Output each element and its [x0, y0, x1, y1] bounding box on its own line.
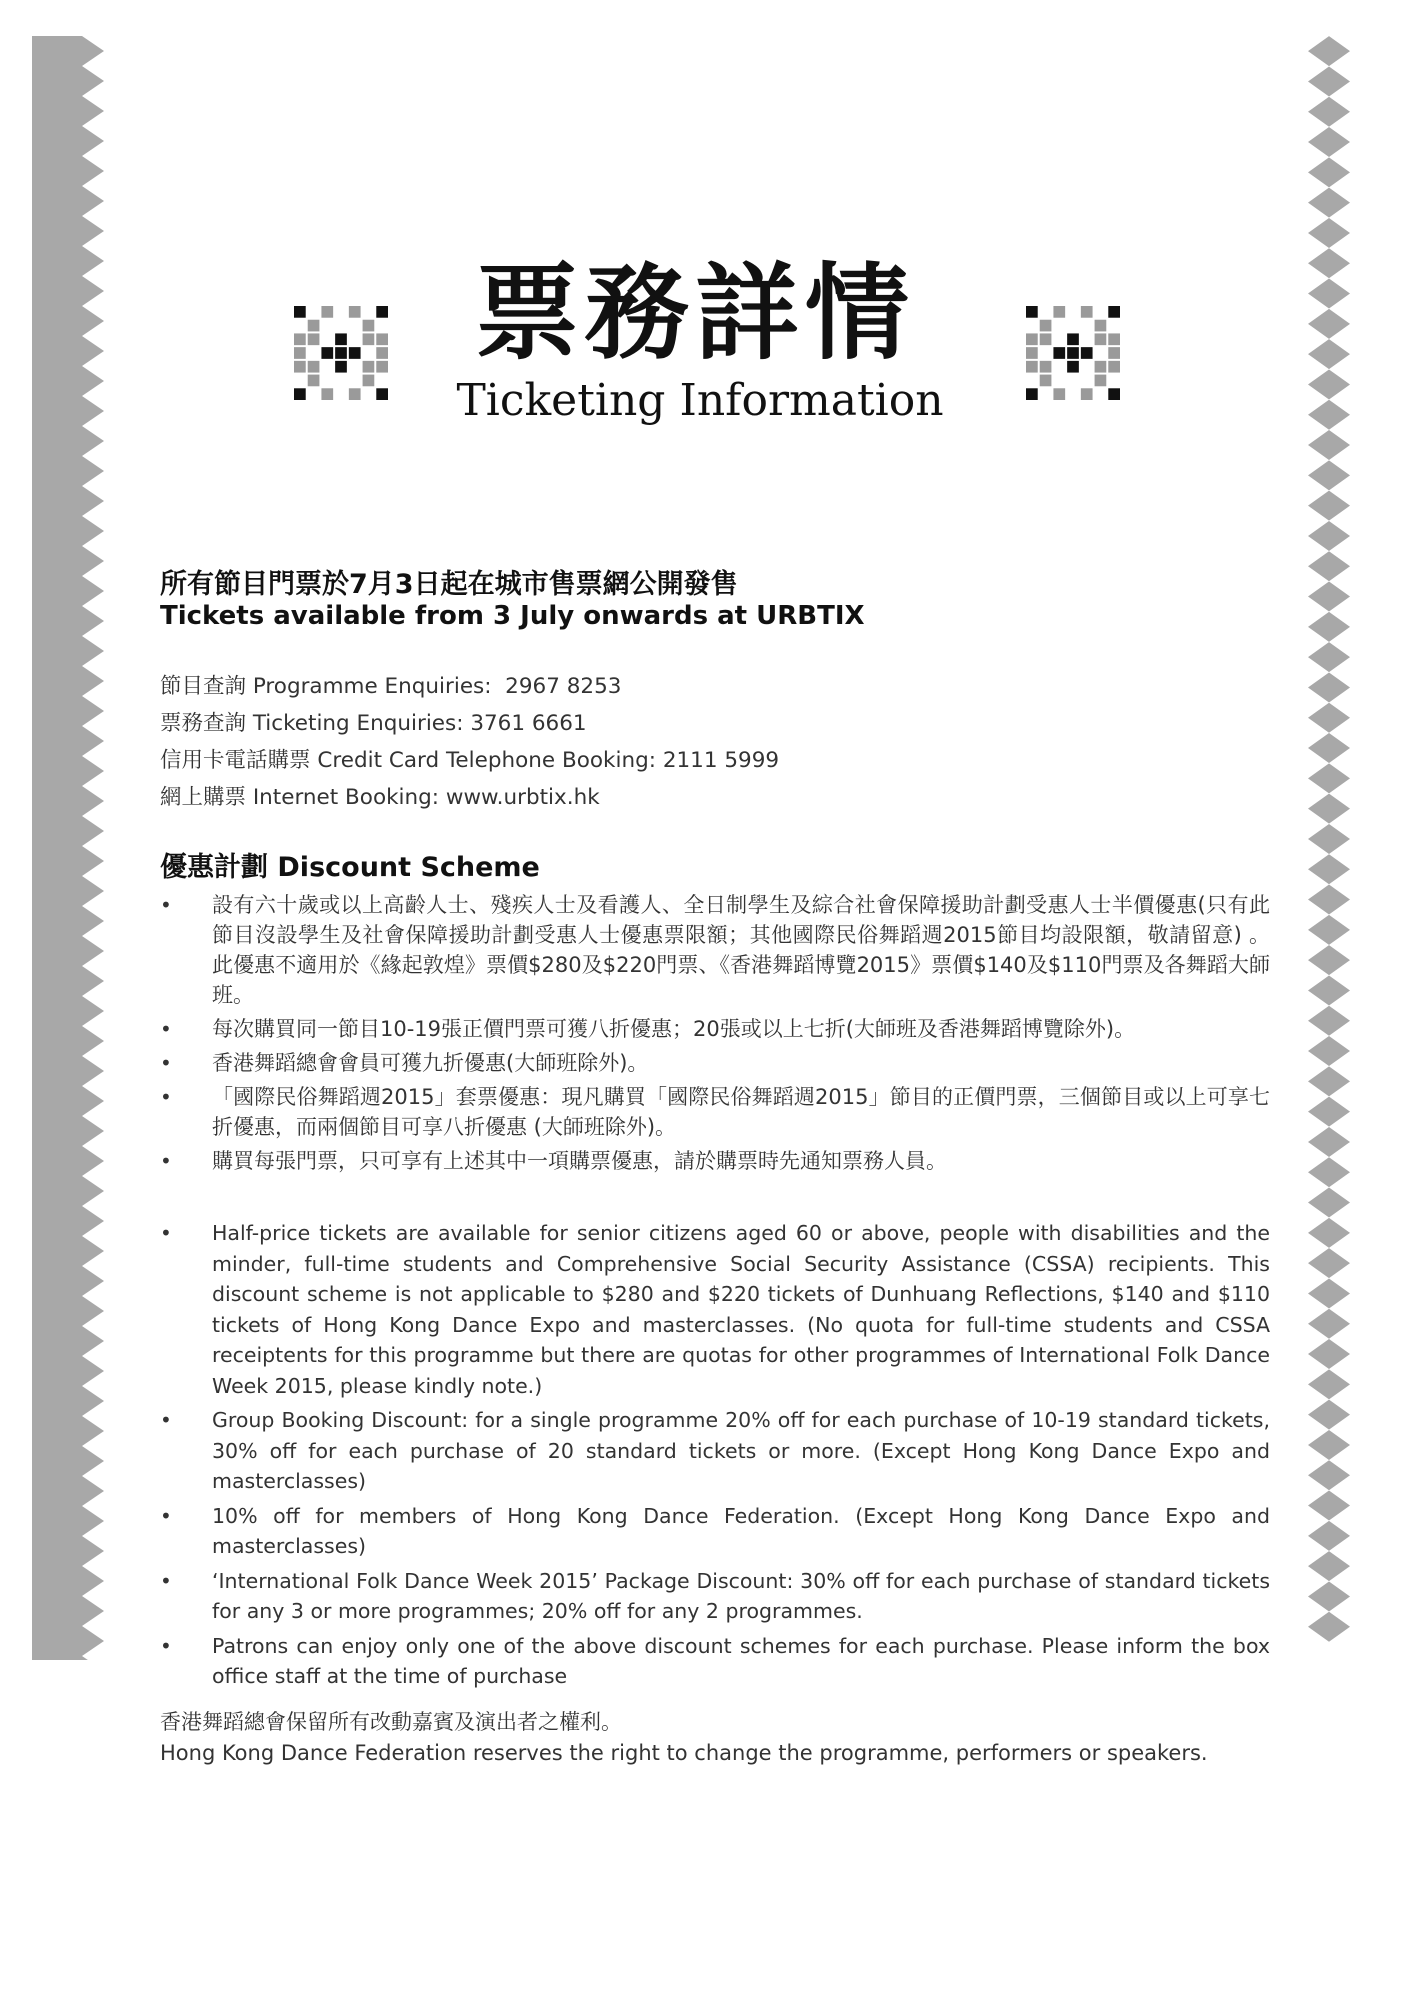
pixel-square — [1053, 347, 1065, 359]
pixel-square — [376, 347, 388, 359]
pixel-square — [1026, 388, 1038, 400]
list-item: • Half-price tickets are available for senior citizens aged 60 or above, people with disabilities and the minder, full-time students and Comprehensive Social Security Assistance (CSSA) recipients. This discount scheme is not applicable to $280 and $220 tickets of Dunhuang Reflections, $140 and $110 tickets of Hong Kong Dance Expo and masterclasses. (No quota for full-time students and CSSA receiptents for this programme but there are quotas for other programmes of International Folk Dance Week 2015, please kindly note.) — [160, 1218, 1270, 1401]
bullet-icon: • — [160, 1503, 172, 1528]
diamond-shape — [1308, 1612, 1350, 1642]
pixel-square — [335, 361, 347, 373]
pixel-square — [1095, 320, 1107, 332]
pixel-square — [1067, 347, 1079, 359]
discount-list-chinese — [160, 890, 1270, 1180]
pixel-pattern-icon — [1025, 305, 1121, 401]
pixel-square — [1026, 361, 1038, 373]
pixel-square — [363, 375, 375, 387]
right-diamond-border — [1304, 36, 1354, 1660]
diamond-shape — [1308, 703, 1350, 733]
bullet-icon: • — [160, 1085, 172, 1109]
pixel-square — [294, 333, 306, 345]
diamond-shape — [1308, 157, 1350, 187]
enquiry-label: 節目查詢 Programme Enquiries: — [160, 674, 492, 699]
diamond-shape — [1308, 1248, 1350, 1278]
enquiry-value: 2967 8253 — [505, 674, 622, 699]
pixel-square — [335, 333, 347, 345]
diamond-shape — [1308, 1400, 1350, 1430]
diamond-shape — [1308, 1430, 1350, 1460]
diamond-shape — [1308, 1066, 1350, 1096]
bullet-icon: • — [160, 1017, 172, 1041]
diamond-shape — [1308, 1309, 1350, 1339]
list-item: • 設有六十歲或以上高齡人士、殘疾人士及看護人、全日制學生及綜合社會保障援助計劃受惠人士半價優惠(只有此節目沒設學生及社會保障援助計劃受惠人士優惠票限額；其他國際民俗舞蹈週2015節目均設限額，敬請留意) 。 此優惠不適用於《緣起敦煌》票價$280及$220門票、《香港舞蹈博覽2015》票價$140及$110門票及各舞蹈大師班。 — [160, 890, 1270, 1010]
diamond-shape — [1308, 1491, 1350, 1521]
diamond-shape — [1308, 1460, 1350, 1490]
pixel-square — [294, 361, 306, 373]
list-item: • 購買每張門票，只可享有上述其中一項購票優惠，請於購票時先通知票務人員。 — [160, 1146, 1270, 1176]
pixel-square — [308, 375, 320, 387]
pixel-square — [1053, 388, 1065, 400]
diamond-shape — [1308, 824, 1350, 854]
pixel-square — [1081, 388, 1093, 400]
enquiry-label: 信用卡電話購票 Credit Card Telephone Booking: — [160, 748, 656, 773]
diamond-shape — [1308, 672, 1350, 702]
diamond-shape — [1308, 491, 1350, 521]
page-title-chinese: 票務詳情 — [474, 251, 915, 374]
diamond-shape — [1308, 551, 1350, 581]
diamond-shape — [1308, 1097, 1350, 1127]
diamond-shape — [1308, 339, 1350, 369]
diamond-shape — [1308, 945, 1350, 975]
pixel-square — [321, 347, 333, 359]
pixel-square — [1081, 306, 1093, 318]
pixel-pattern-icon — [293, 305, 389, 401]
pixel-square — [376, 333, 388, 345]
pixel-square — [294, 347, 306, 359]
diamond-shape — [1308, 218, 1350, 248]
diamond-shape — [1308, 975, 1350, 1005]
bullet-icon: • — [160, 1221, 172, 1245]
pixel-square — [335, 347, 347, 359]
diamond-shape — [1308, 66, 1350, 96]
pixel-square — [294, 306, 306, 318]
diamond-shape — [1308, 1157, 1350, 1187]
diamond-shape — [1308, 1581, 1350, 1611]
pixel-square — [1040, 361, 1052, 373]
left-zigzag-border — [32, 36, 104, 1660]
list-item: • Group Booking Discount: for a single programme 20% off for each purchase of 10-19 standard tickets, 30% off for each purchase of 20 standard tickets or more. (Except Hong Kong Dance Expo and masterclasses) — [160, 1405, 1270, 1497]
diamond-shape — [1308, 369, 1350, 399]
zigzag-edge — [32, 36, 104, 1660]
diamond-shape — [1308, 1127, 1350, 1157]
diamond-shape — [1308, 915, 1350, 945]
enquiry-value: 2111 5999 — [662, 748, 780, 773]
pixel-square — [321, 306, 333, 318]
bullet-icon: • — [160, 1568, 172, 1593]
pixel-square — [1108, 306, 1120, 318]
diamond-shape — [1308, 1278, 1350, 1308]
pixel-square — [294, 388, 306, 400]
pixel-square — [349, 347, 361, 359]
pixel-square — [1040, 320, 1052, 332]
diamond-shape — [1308, 1551, 1350, 1581]
enquiry-row — [160, 742, 779, 779]
pixel-square — [321, 388, 333, 400]
pixel-square — [349, 306, 361, 318]
pixel-square — [376, 388, 388, 400]
diamond-shape — [1308, 733, 1350, 763]
pixel-square — [308, 333, 320, 345]
pixel-square — [1108, 333, 1120, 345]
enquiry-row — [160, 668, 779, 705]
discount-scheme-heading: 優惠計劃 Discount Scheme — [160, 852, 540, 883]
pixel-square — [1108, 347, 1120, 359]
rights-notice — [160, 1707, 1270, 1769]
diamond-shape — [1308, 642, 1350, 672]
enquiry-label: 票務查詢 Ticketing Enquiries: — [160, 711, 464, 736]
title-block — [285, 245, 1130, 440]
pixel-square — [1026, 333, 1038, 345]
diamond-shape — [1308, 1339, 1350, 1369]
rights-notice-chinese: 香港舞蹈總會保留所有改動嘉賓及演出者之權利。 — [160, 1710, 622, 1734]
diamond-shape — [1308, 885, 1350, 915]
enquiry-value: 3761 6661 — [470, 711, 587, 736]
diamond-shape — [1308, 127, 1350, 157]
diamond-shape — [1308, 763, 1350, 793]
pixel-square — [308, 361, 320, 373]
enquiry-row — [160, 779, 779, 816]
diamond-shape — [1308, 794, 1350, 824]
pixel-square — [1095, 333, 1107, 345]
diamond-shape — [1308, 460, 1350, 490]
bullet-icon: • — [160, 1149, 172, 1173]
diamond-shape — [1308, 188, 1350, 218]
diamond-shape — [1308, 97, 1350, 127]
pixel-square — [376, 361, 388, 373]
diamond-shape — [1308, 279, 1350, 309]
pixel-square — [1108, 388, 1120, 400]
list-item: • 10% off for members of Hong Kong Dance Federation. (Except Hong Kong Dance Expo and masterclasses) — [160, 1501, 1270, 1562]
diamond-shape — [1308, 1188, 1350, 1218]
list-item: • Patrons can enjoy only one of the above discount schemes for each purchase. Please inform the box office staff at the time of purchase — [160, 1631, 1270, 1692]
enquiry-value: www.urbtix.hk — [445, 785, 600, 810]
pixel-square — [1040, 375, 1052, 387]
pixel-square — [363, 333, 375, 345]
diamond-shape — [1308, 1369, 1350, 1399]
diamond-shape — [1308, 1218, 1350, 1248]
diamond-shape — [1308, 400, 1350, 430]
page-title-english: Ticketing Information — [456, 375, 944, 426]
pixel-square — [1081, 347, 1093, 359]
diamond-shape — [1308, 521, 1350, 551]
list-item: • 「國際民俗舞蹈週2015」套票優惠：現凡購買「國際民俗舞蹈週2015」節目的正價門票，三個節目或以上可享七折優惠，而兩個節目可享八折優惠 (大師班除外)。 — [160, 1082, 1270, 1142]
pixel-square — [1053, 306, 1065, 318]
diamond-shape — [1308, 1036, 1350, 1066]
diamond-shape — [1308, 582, 1350, 612]
pixel-square — [1026, 306, 1038, 318]
list-item: • 香港舞蹈總會會員可獲九折優惠(大師班除外)。 — [160, 1048, 1270, 1078]
bullet-icon: • — [160, 893, 172, 917]
rights-notice-english: Hong Kong Dance Federation reserves the right to change the programme, performers or speakers. — [160, 1741, 1208, 1765]
diamond-shape — [1308, 248, 1350, 278]
diamond-shape — [1308, 36, 1350, 66]
diamond-shape — [1308, 1521, 1350, 1551]
pixel-square — [363, 320, 375, 332]
pixel-square — [1026, 347, 1038, 359]
enquiry-label: 網上購票 Internet Booking: — [160, 785, 440, 810]
diamond-shape — [1308, 430, 1350, 460]
bullet-icon: • — [160, 1633, 172, 1658]
discount-list-english — [160, 1218, 1270, 1696]
bullet-icon: • — [160, 1051, 172, 1075]
list-item: • ‘International Folk Dance Week 2015’ Package Discount: 30% off for each purchase of standard tickets for any 3 or more programmes; 20% off for any 2 programmes. — [160, 1566, 1270, 1627]
pixel-square — [349, 388, 361, 400]
diamond-shape — [1308, 854, 1350, 884]
pixel-square — [376, 306, 388, 318]
availability-headline-chinese: 所有節目門票於7月3日起在城市售票網公開發售 — [160, 569, 738, 600]
list-item: • 每次購買同一節目10-19張正價門票可獲八折優惠；20張或以上七折(大師班及香港舞蹈博覽除外)。 — [160, 1014, 1270, 1044]
pixel-square — [1040, 333, 1052, 345]
pixel-square — [1108, 361, 1120, 373]
pixel-square — [1095, 375, 1107, 387]
enquiries-list — [160, 668, 779, 816]
bullet-icon: • — [160, 1408, 172, 1432]
diamond-shape — [1308, 612, 1350, 642]
diamond-shape — [1308, 1006, 1350, 1036]
diamond-shape — [1308, 309, 1350, 339]
availability-headline-english: Tickets available from 3 July onwards at URBTIX — [160, 601, 865, 631]
pixel-square — [308, 320, 320, 332]
pixel-square — [1067, 333, 1079, 345]
pixel-square — [1067, 361, 1079, 373]
pixel-square — [1095, 361, 1107, 373]
enquiry-row — [160, 705, 779, 742]
pixel-square — [363, 361, 375, 373]
